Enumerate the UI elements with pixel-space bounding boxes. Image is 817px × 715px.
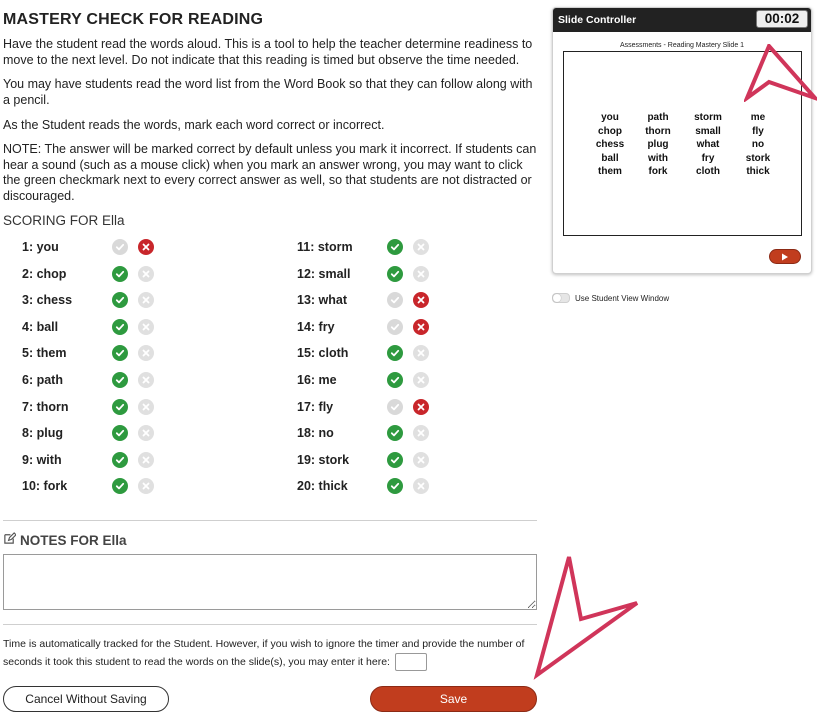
check-icon [115,295,125,305]
close-icon [416,242,426,252]
word-row [22,475,282,502]
check-icon [115,455,125,465]
word-row [297,422,557,449]
mark-incorrect-button[interactable] [138,399,154,415]
slide-controller-panel [552,7,812,274]
slide-word: with [648,152,668,164]
mark-incorrect-button[interactable] [413,478,429,494]
close-icon [141,402,151,412]
word-label: 7: thorn [22,399,69,414]
slide-word: you [601,112,619,123]
mark-correct-button[interactable] [387,425,403,441]
word-row [297,316,557,343]
mark-incorrect-button[interactable] [413,266,429,282]
mark-incorrect-button[interactable] [138,425,154,441]
check-icon [115,242,125,252]
notes-title: NOTES FOR Ella [20,532,127,548]
mark-correct-button[interactable] [112,425,128,441]
word-row [22,449,282,476]
slide-word-column [688,111,728,179]
mark-correct-button[interactable] [112,319,128,335]
word-label: 15: cloth [297,346,349,361]
word-label: 20: thick [297,479,348,494]
close-icon [141,269,151,279]
mark-correct-button[interactable] [112,239,128,255]
check-icon [390,269,400,279]
close-icon [141,455,151,465]
slide-word: them [598,166,622,178]
mark-correct-button[interactable] [387,319,403,335]
mark-incorrect-button[interactable] [138,478,154,494]
mark-incorrect-button[interactable] [413,345,429,361]
word-row [22,342,282,369]
seconds-input[interactable] [395,653,427,671]
mark-correct-button[interactable] [387,399,403,415]
word-row [297,449,557,476]
word-row [22,396,282,423]
word-label: 6: path [22,372,63,387]
edit-icon [3,532,16,548]
time-instructions [3,636,537,671]
slide-word-column [638,111,678,179]
slide-caption: Assessments - Reading Mastery Slide 1 [619,42,745,49]
word-label: 2: chop [22,266,67,281]
mark-incorrect-button[interactable] [138,372,154,388]
word-row [22,289,282,316]
mark-correct-button[interactable] [387,478,403,494]
close-icon [141,295,151,305]
close-icon [416,428,426,438]
page-title: MASTERY CHECK FOR READING [3,11,264,28]
mark-incorrect-button[interactable] [138,452,154,468]
word-row [297,342,557,369]
check-icon [390,322,400,332]
slide-word: chop [598,125,622,137]
mark-incorrect-button[interactable] [138,239,154,255]
instruction-paragraph: You may have students read the word list from the Word Book so that they can follow along with a pencil. [3,77,533,107]
word-label: 9: with [22,452,62,467]
slide-preview [563,51,802,236]
check-icon [390,455,400,465]
annotation-arrow-icon [533,551,643,681]
mark-incorrect-button[interactable] [138,266,154,282]
word-row [297,289,557,316]
check-icon [115,375,125,385]
slide-controller-header [553,8,811,32]
instruction-paragraph: Have the student read the words aloud. This is a tool to help the teacher determine readiness to move to the next level. Do not indicate that this reading is timed but observe the time needed. [3,37,533,67]
mark-correct-button[interactable] [387,452,403,468]
mark-correct-button[interactable] [387,266,403,282]
close-icon [416,402,426,412]
word-label: 11: storm [297,240,353,254]
check-icon [115,348,125,358]
mark-incorrect-button[interactable] [138,345,154,361]
slide-word: me [750,112,766,123]
slide-word: chess [595,139,625,151]
check-icon [115,481,125,491]
slide-word: plug [647,139,669,151]
mark-incorrect-button[interactable] [413,399,429,415]
mark-correct-button[interactable] [112,292,128,308]
close-icon [416,375,426,385]
word-row [297,475,557,502]
slide-word-column [738,111,778,179]
notes-header [3,532,127,548]
check-icon [390,481,400,491]
word-row [22,236,282,263]
mark-incorrect-button[interactable] [413,452,429,468]
mark-incorrect-button[interactable] [413,425,429,441]
mark-correct-button[interactable] [112,399,128,415]
student-view-toggle[interactable] [552,293,570,303]
slide-word: path [647,112,669,123]
close-icon [141,242,151,252]
word-label: 3: chess [22,293,73,308]
close-icon [416,348,426,358]
mark-correct-button[interactable] [387,345,403,361]
slide-word-column [590,111,630,179]
close-icon [141,348,151,358]
word-label: 8: plug [22,426,63,441]
word-label: 14: fry [297,319,335,334]
check-icon [390,295,400,305]
slide-word: fry [701,152,715,164]
slide-word: no [751,139,765,151]
check-icon [390,428,400,438]
slide-word: ball [601,152,619,164]
word-label: 16: me [297,372,337,387]
slide-word: fly [752,125,764,137]
instruction-paragraph: As the Student reads the words, mark each word correct or incorrect. [3,118,385,132]
close-icon [416,269,426,279]
mark-correct-button[interactable] [112,372,128,388]
notes-textarea[interactable] [3,554,537,610]
mark-incorrect-button[interactable] [138,319,154,335]
close-icon [141,322,151,332]
divider [3,624,537,625]
word-label: 1: you [22,240,59,254]
check-icon [390,348,400,358]
word-label: 10: fork [22,479,68,494]
word-row [22,316,282,343]
close-icon [416,322,426,332]
divider [3,520,537,521]
check-icon [115,428,125,438]
mark-incorrect-button[interactable] [138,292,154,308]
word-row [22,369,282,396]
word-label: 17: fly [297,399,334,414]
mark-correct-button[interactable] [112,478,128,494]
word-label: 4: ball [22,319,59,334]
check-icon [390,242,400,252]
mark-correct-button[interactable] [387,292,403,308]
word-label: 19: stork [297,452,350,467]
word-label: 13: what [297,293,348,308]
timer-display: 00:02 [756,10,808,28]
scoring-column-right [297,236,557,502]
word-label: 18: no [297,426,334,441]
mark-incorrect-button[interactable] [413,372,429,388]
close-icon [141,375,151,385]
save-button[interactable]: Save [370,686,537,712]
check-icon [390,375,400,385]
slide-word: thorn [645,125,671,137]
slide-word: what [696,139,720,151]
slide-word: fork [648,166,668,178]
cancel-without-saving-button[interactable]: Cancel Without Saving [3,686,169,712]
check-icon [115,269,125,279]
mark-incorrect-button[interactable] [413,239,429,255]
word-row [297,369,557,396]
slide-word: storm [694,112,722,123]
slide-word: thick [746,166,770,178]
slide-word: cloth [696,166,720,178]
word-label: 5: them [22,346,67,361]
mark-correct-button[interactable] [387,372,403,388]
mark-correct-button[interactable] [112,266,128,282]
close-icon [141,481,151,491]
slide-controller-title: Slide Controller [558,14,637,26]
word-row [297,263,557,290]
mark-correct-button[interactable] [387,239,403,255]
slide-word: stork [745,152,771,164]
mark-correct-button[interactable] [112,452,128,468]
scoring-title: SCORING FOR Ella [3,213,125,228]
time-instructions-text: Time is automatically tracked for the Student. However, if you wish to ignore the timer and provide the number of seconds it took this student to read the words on the slide(s), you may enter it here: [3,638,525,668]
student-view-label: Use Student View Window [575,293,670,303]
mark-correct-button[interactable] [112,345,128,361]
mark-incorrect-button[interactable] [413,292,429,308]
check-icon [115,402,125,412]
word-row [22,263,282,290]
slide-word: small [695,125,721,137]
close-icon [416,295,426,305]
scoring-column-left [22,236,282,502]
mark-incorrect-button[interactable] [413,319,429,335]
word-label: 12: small [297,266,351,281]
close-icon [416,455,426,465]
check-icon [115,322,125,332]
instruction-paragraph: NOTE: The answer will be marked correct by default unless you mark it incorrect. If students can hear a sound (such as a mouse click) when you mark an answer wrong, you may want to click the green checkmark next to every correct answer as well, so that students are not distracted or discouraged. [3,142,537,203]
student-view-toggle-row[interactable] [552,293,669,303]
check-icon [390,402,400,412]
word-row [22,422,282,449]
play-icon [781,249,789,264]
word-row [297,396,557,423]
close-icon [416,481,426,491]
close-icon [141,428,151,438]
word-row [297,236,557,263]
play-button[interactable] [769,249,801,264]
